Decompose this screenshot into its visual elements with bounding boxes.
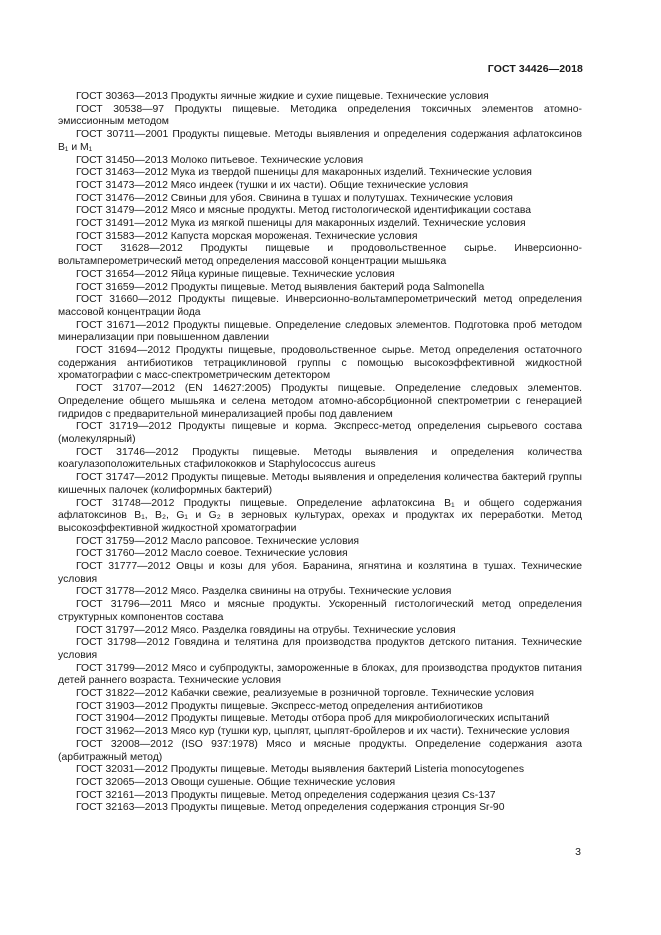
list-item: ГОСТ 31450—2013 Молоко питьевое. Технические условия: [76, 154, 364, 166]
standards-list: [58, 91, 582, 815]
list-item: ГОСТ 31798—2012 Говядина и телятина для производства продуктов детского питания. Технические условия: [58, 637, 582, 661]
list-item: ГОСТ 31799—2012 Мясо и субпродукты, замороженные в блоках, для производства продуктов питания детей раннего возраста. Технические условия: [58, 662, 582, 687]
list-item: ГОСТ 31694—2012 Продукты пищевые, продовольственное сырье. Метод определения остаточного содержания антибиотиков тетрациклиновой группы с помощью высокоэффективной жидкостной хроматографии с масс-спектрометрическим детектором: [58, 345, 582, 382]
list-item: ГОСТ 31759—2012 Масло рапсовое. Технические условия: [76, 535, 360, 547]
list-item: ГОСТ 30538—97 Продукты пищевые. Методика определения токсичных элементов атомно-эмиссионным методом: [58, 103, 582, 128]
list-item: ГОСТ 31476—2012 Свиньи для убоя. Свинина в тушах и полутушах. Технические условия: [76, 192, 513, 204]
list-item: ГОСТ 31746—2012 Продукты пищевые. Методы выявления и определения количества коагулазоположительных стафилококков и Staphylococcus aureus: [58, 446, 582, 471]
list-item: ГОСТ 30711—2001 Продукты пищевые. Методы выявления и определения содержания афлатоксинов B₁ и M₁: [58, 129, 582, 153]
list-item: ГОСТ 31463—2012 Мука из твердой пшеницы для макаронных изделий. Технические условия: [76, 167, 532, 179]
list-item: ГОСТ 31671—2012 Продукты пищевые. Определение следовых элементов. Подготовка проб методом минерализации при повышенном давлении: [58, 319, 582, 344]
list-item: ГОСТ 31659—2012 Продукты пищевые. Метод выявления бактерий рода Salmonella: [76, 281, 485, 293]
list-item: ГОСТ 31748—2012 Продукты пищевые. Определение афлатоксина B₁ и общего содержания афлатоксинов B₁, B₂, G₁ и G₂ в зерновых культурах, орехах и продуктах их переработки. Метод высокоэффективной жидкостной хроматографии: [58, 497, 582, 534]
document-code: ГОСТ 34426—2018: [487, 63, 583, 75]
list-item: ГОСТ 31777—2012 Овцы и козы для убоя. Баранина, ягнятина и козлятина в тушах. Технические условия: [58, 561, 582, 585]
list-item: ГОСТ 31747—2012 Продукты пищевые. Методы выявления и определения количества бактерий группы кишечных палочек (колиформных бактерий): [58, 472, 582, 496]
list-item: ГОСТ 31707—2012 (EN 14627:2005) Продукты пищевые. Определение следовых элементов. Определение общего мышьяка и селена методом атомно-абсорбционной спектрометрии с генерацией гидридов с предварительной минерализацией пробы под давлением: [58, 383, 582, 420]
list-item: ГОСТ 31719—2012 Продукты пищевые и корма. Экспресс-метод определения сырьевого состава (молекулярный): [58, 421, 582, 445]
list-item: ГОСТ 32163—2013 Продукты пищевые. Метод определения содержания стронция Sr-90: [76, 802, 505, 814]
list-item: ГОСТ 31903—2012 Продукты пищевые. Экспресс-метод определения антибиотиков: [76, 700, 483, 712]
list-item: ГОСТ 31660—2012 Продукты пищевые. Инверсионно-вольтамперометрический метод определения массовой концентрации йода: [58, 294, 582, 318]
list-item: ГОСТ 32031—2012 Продукты пищевые. Методы выявления бактерий Listeria monocytogenes: [76, 764, 525, 776]
page-number: 3: [575, 846, 581, 858]
list-item: ГОСТ 31962—2013 Мясо кур (тушки кур, цыплят, цыплят-бройлеров и их части). Технические условия: [76, 726, 570, 738]
list-item: ГОСТ 31491—2012 Мука из мягкой пшеницы для макаронных изделий. Технические условия: [76, 218, 526, 230]
list-item: ГОСТ 31778—2012 Мясо. Разделка свинины на отрубы. Технические условия: [76, 586, 452, 598]
list-item: ГОСТ 31796—2011 Мясо и мясные продукты. Ускоренный гистологический метод определения структурных компонентов состава: [58, 599, 582, 623]
list-item: ГОСТ 31797—2012 Мясо. Разделка говядины на отрубы. Технические условия: [76, 624, 456, 636]
list-item: ГОСТ 31822—2012 Кабачки свежие, реализуемые в розничной торговле. Технические условия: [76, 688, 534, 700]
list-item: ГОСТ 32008—2012 (ISO 937:1978) Мясо и мясные продукты. Определение содержания азота (арбитражный метод): [58, 738, 582, 763]
list-item: ГОСТ 31904—2012 Продукты пищевые. Методы отбора проб для микробиологических испытаний: [76, 713, 550, 725]
list-item: ГОСТ 32161—2013 Продукты пищевые. Метод определения содержания цезия Cs-137: [76, 789, 496, 801]
list-item: ГОСТ 30363—2013 Продукты яичные жидкие и сухие пищевые. Технические условия: [76, 91, 489, 102]
list-item: ГОСТ 31583—2012 Капуста морская мороженая. Технические условия: [76, 230, 418, 242]
list-item: ГОСТ 31628—2012 Продукты пищевые и продовольственное сырье. Инверсионно-вольтамперометрический метод определения массовой концентрации мышьяка: [58, 243, 582, 268]
list-item: ГОСТ 32065—2013 Овощи сушеные. Общие технические условия: [76, 776, 396, 788]
list-item: ГОСТ 31473—2012 Мясо индеек (тушки и их части). Общие технические условия: [76, 179, 469, 191]
list-item: ГОСТ 31479—2012 Мясо и мясные продукты. Метод гистологической идентификации состава: [76, 205, 532, 217]
list-item: ГОСТ 31654—2012 Яйца куриные пищевые. Технические условия: [76, 268, 395, 280]
list-item: ГОСТ 31760—2012 Масло соевое. Технические условия: [76, 548, 348, 560]
